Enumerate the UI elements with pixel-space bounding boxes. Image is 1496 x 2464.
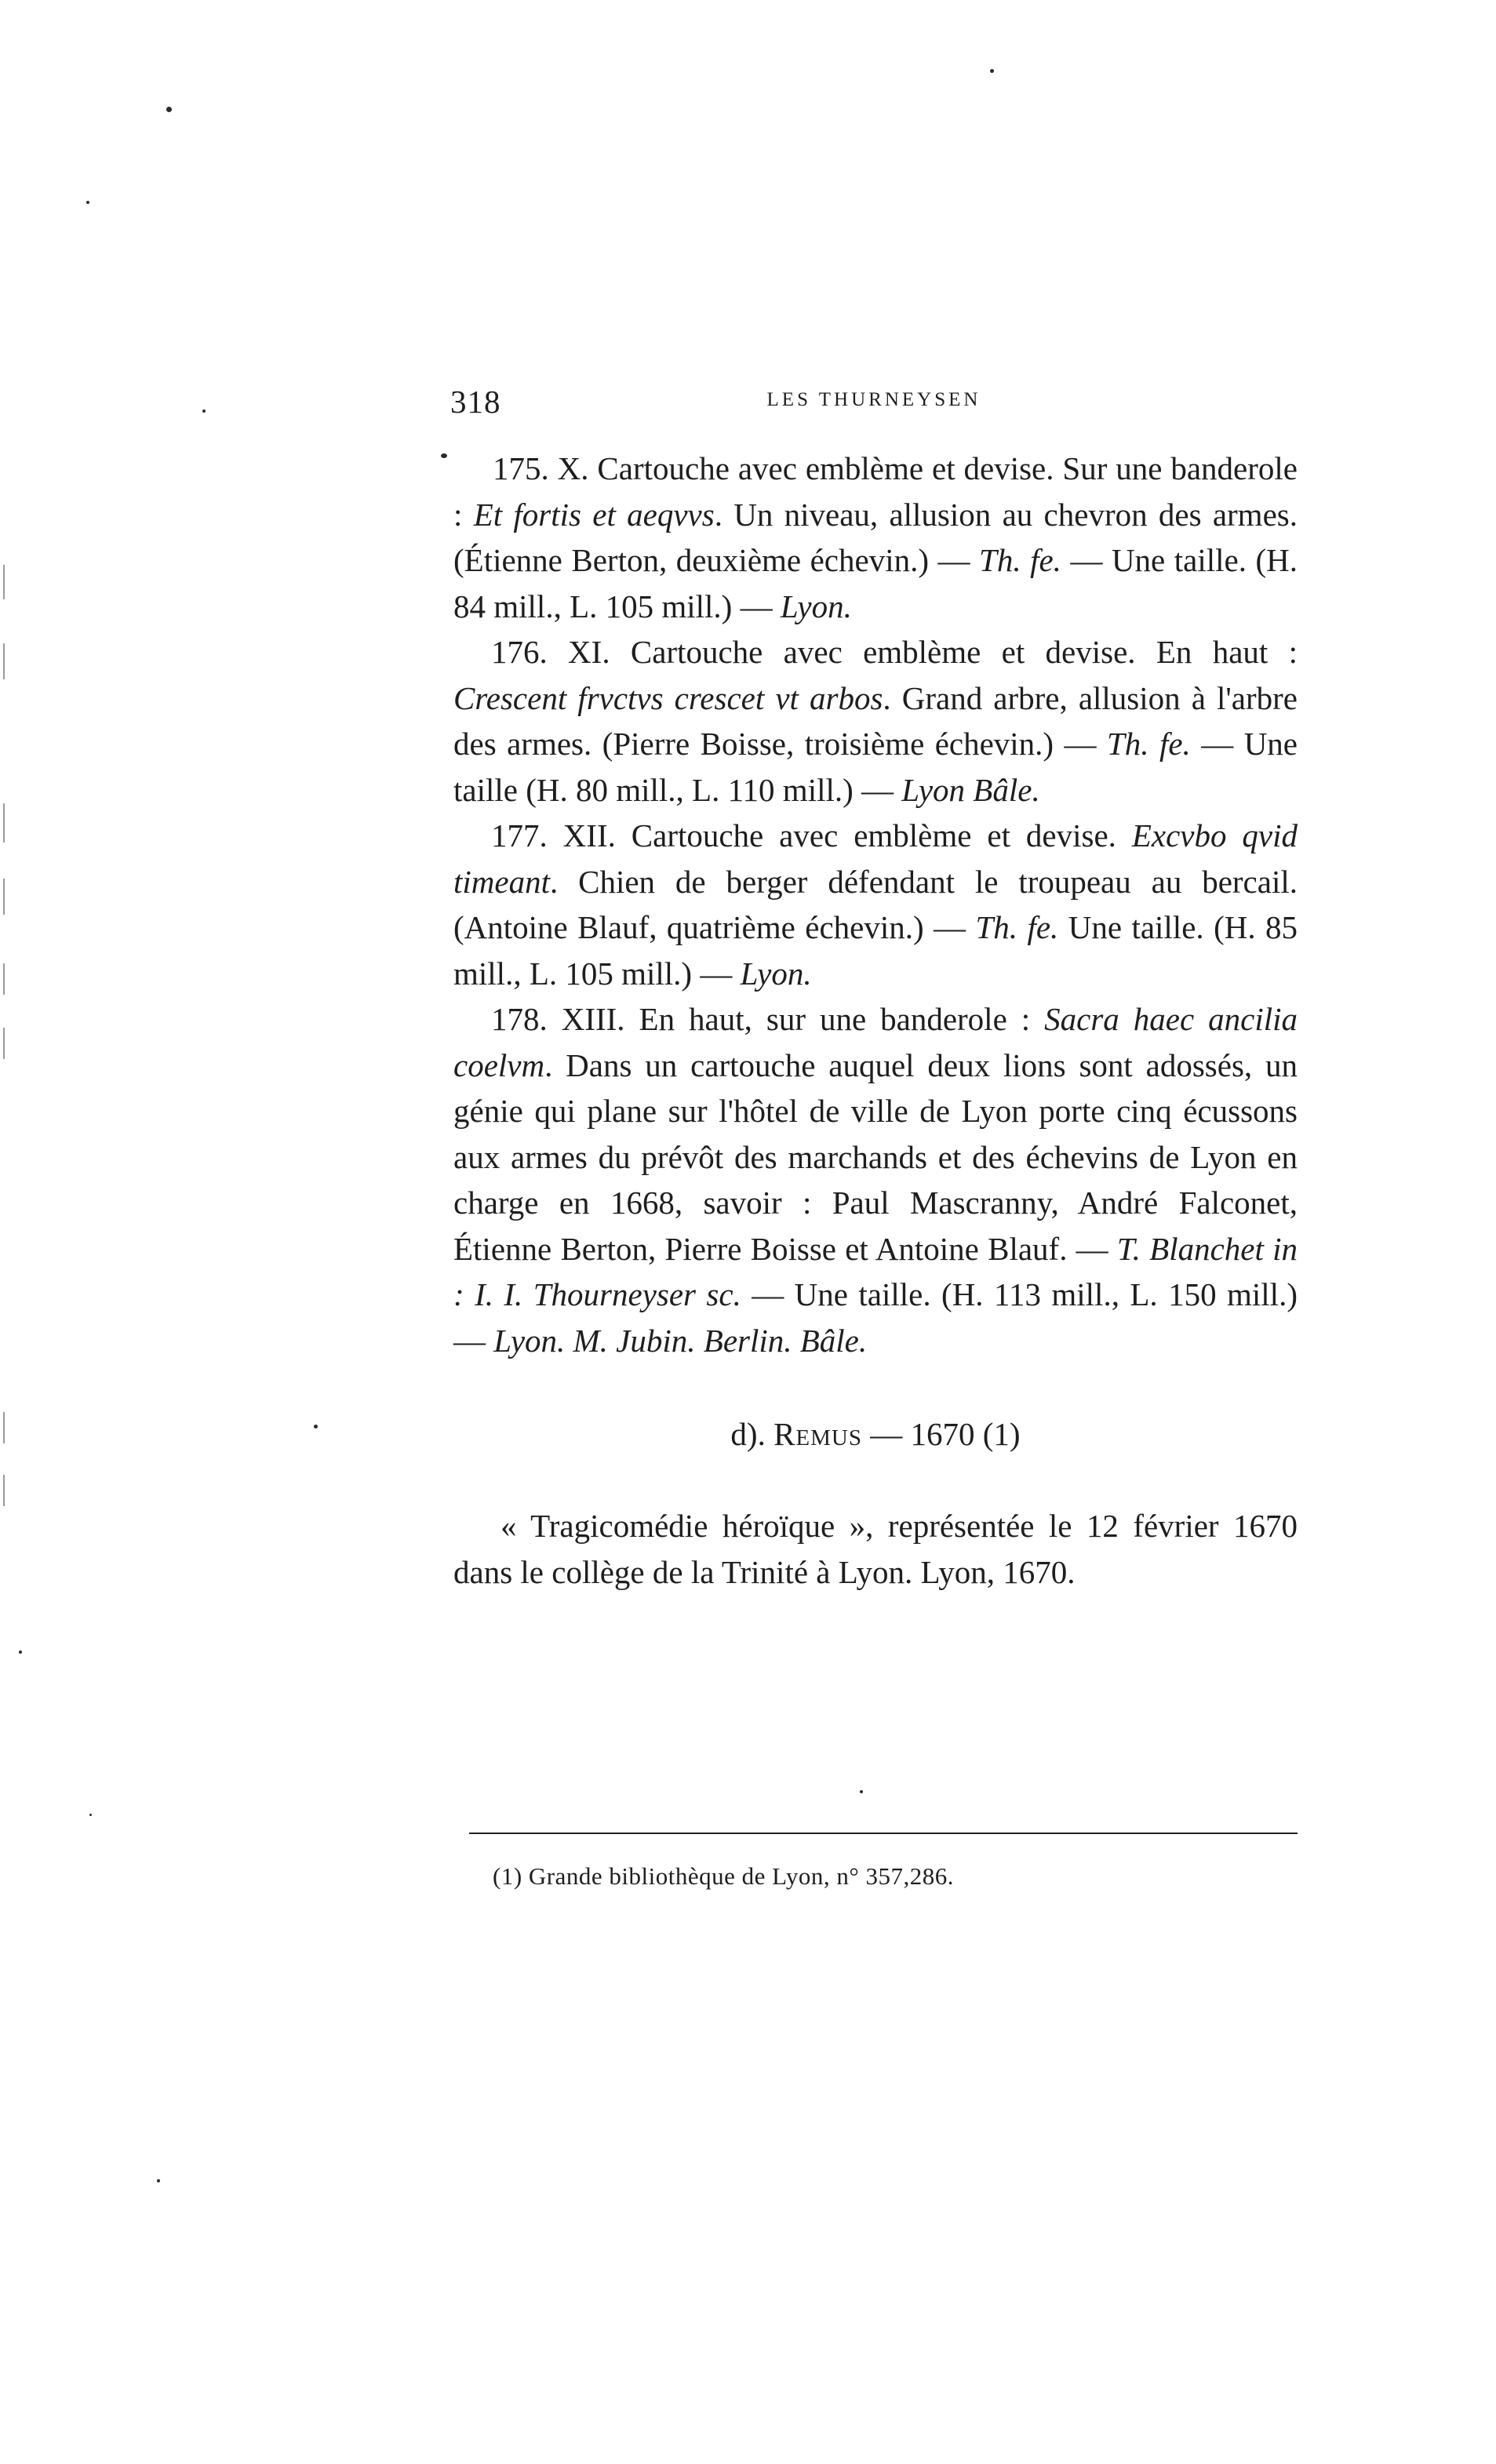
scan-speck [86,201,89,204]
italic-run: T. Blanchet in : I. I. Thourneyser sc. [453,1230,1298,1312]
catalogue-entries [453,446,1298,1363]
text-run: 177. XII. Cartouche avec emblème et devise. [491,817,1132,853]
scan-edge-mark [3,1475,5,1506]
italic-run: Lyon. M. Jubin. Berlin. Bâle. [493,1322,868,1359]
italic-run: Lyon. [780,588,852,624]
scan-edge-mark [3,803,5,843]
text-run: 176. XI. Cartouche avec emblème et devise. En haut : [491,634,1298,670]
italic-run: Crescent frvctvs crescet vt arbos [453,679,883,716]
scan-edge-mark [3,643,5,679]
scan-speck [314,1425,318,1429]
text-run: 175. X. Cartouche avec emblème et devise. Sur une banderole : [453,450,1298,533]
running-head: LES THURNEYSEN [766,389,981,410]
scan-speck [19,1651,22,1654]
italic-run: Lyon. [740,955,812,992]
text-run: . Grand arbre, allusion à l'arbre des armes. (Pierre Boisse, troisième échevin.) — [453,679,1298,762]
text-run: — Une taille. (H. 84 mill., L. 105 mill.) — [453,542,1298,624]
scan-edge-mark [3,879,5,915]
section-title: Remus [773,1416,862,1452]
scan-speck [157,2179,160,2182]
italic-run: Sacra haec ancilia coelvm [453,1001,1298,1083]
italic-run: Et fortis et aeqvvs [473,496,715,533]
italic-run: Lyon Bâle. [901,771,1040,808]
scan-edge-mark [3,963,5,995]
scan-edge-mark [3,1028,5,1059]
catalogue-entry [453,813,1298,996]
footnote-rule [469,1833,1298,1834]
scan-edge-mark [3,565,5,599]
section-heading [453,1410,1298,1458]
text-run: 178. XIII. En haut, sur une banderole : [491,1001,1045,1037]
text-run: — Une taille. (H. 113 mill., L. 150 mill.) — [453,1276,1298,1359]
scan-speck [860,1790,863,1793]
catalogue-entry [453,629,1298,813]
scan-speck [89,1814,92,1816]
scan-speck [990,69,994,73]
catalogue-entry [453,996,1298,1363]
intro-paragraph: « Tragicomédie héroïque », représentée le 12 février 1670 dans le collège de la Trinité à Lyon. Lyon, 1670. [453,1508,1298,1590]
text-run: Une taille. (H. 85 mill., L. 105 mill.) — [453,909,1298,992]
text-run: . Dans un cartouche auquel deux lions sont adossés, un génie qui plane sur l'hôtel de ville de Lyon porte cinq écussons aux armes du prévôt des marchands et des échevins de Lyon en charge en 1668, savoir : Paul Mascranny, André Falconet, Étienne Berton, Pierre Boisse et Antoine Blauf. — [453,1046,1298,1267]
italic-run: Th. fe. [1106,726,1191,762]
italic-run: Th. fe. [979,542,1061,578]
scan-speck [166,107,172,112]
scan-speck [202,409,206,413]
scan-speck [441,453,447,458]
catalogue-entry [453,446,1298,629]
scan-edge-mark [3,1412,5,1443]
text-run: — Une taille (H. 80 mill., L. 110 mill.) — [453,726,1298,808]
section-suffix: — 1670 (1) [862,1416,1021,1452]
page-header [450,383,1298,430]
text-run: . Chien de berger défendant le troupeau au bercail. (Antoine Blauf, quatrième échevin.) — [453,863,1298,945]
text-run: . Un niveau, allusion au chevron des armes. (Étienne Berton, deuxième échevin.) — [453,496,1298,578]
section-prefix: d). [730,1416,774,1452]
italic-run: Excvbo qvid timeant [453,817,1298,900]
italic-run: Th. fe. [975,909,1059,945]
body-text [453,446,1298,1595]
page-number: 318 [450,384,501,420]
footnote: (1) Grande bibliothèque de Lyon, n° 357,286. [493,1862,954,1890]
